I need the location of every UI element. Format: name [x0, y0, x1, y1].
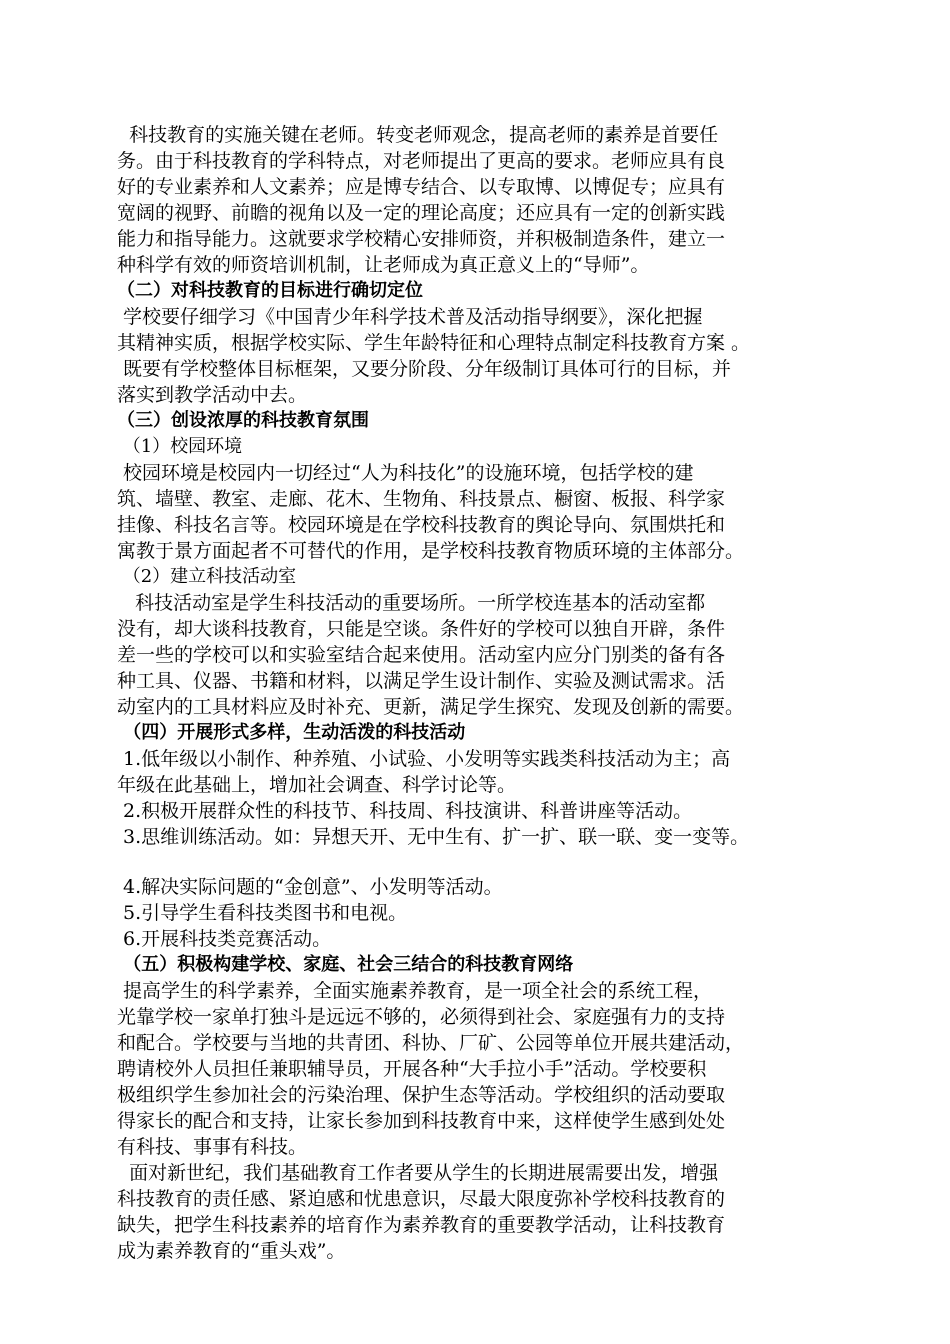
text-line: 筑、墙壁、教室、走廊、花木、生物角、科技景点、橱窗、板报、科学家: [117, 488, 726, 510]
text-line: 种科学有效的师资培训机制，让老师成为真正意义上的“导师”。: [117, 254, 650, 276]
text-line: 科技教育的责任感、紧迫感和忧患意识，尽最大限度弥补学校科技教育的: [117, 1188, 726, 1210]
list-item: 2.积极开展群众性的科技节、科技周、科技演讲、科普讲座等活动。: [117, 800, 693, 822]
text-line: 有科技、事事有科技。: [117, 1136, 308, 1158]
text-line: 得家长的配合和支持，让家长参加到科技教育中来，这样使学生感到处处: [117, 1110, 726, 1132]
text-line: 挂像、科技名言等。校园环境是在学校科技教育的舆论导向、氛围烘托和: [117, 514, 726, 536]
text-line: 差一些的学校可以和实验室结合起来使用。活动室内应分门别类的备有各: [117, 644, 726, 666]
section-3: [117, 408, 857, 720]
blank-line: [117, 850, 857, 874]
text-line: 面对新世纪，我们基础教育工作者要从学生的长期进展需要出发，增强: [117, 1162, 719, 1184]
text-line: 和配合。学校要与当地的共青团、科协、厂矿、公园等单位开展共建活动，: [117, 1032, 745, 1054]
text-line: 宽阔的视野、前瞻的视角以及一定的理论高度；还应具有一定的创新实践: [117, 202, 726, 224]
section-heading: （三）创设浓厚的科技教育氛围: [117, 410, 369, 431]
text-line: 动室内的工具材料应及时补充、更新，满足学生探究、发现及创新的需要。: [117, 696, 745, 718]
section-4: [117, 720, 857, 952]
text-line: 寓教于景方面起者不可替代的作用，是学校科技教育物质环境的主体部分。: [117, 540, 745, 562]
text-line: 校园环境是校园内一切经过“人为科技化”的设施环境，包括学校的建: [117, 462, 694, 484]
list-item: 6.开展科技类竞赛活动。: [117, 928, 332, 950]
text-line: 成为素养教育的“重头戏”。: [117, 1240, 346, 1262]
list-item: 1.低年级以小制作、种养殖、小试验、小发明等实践类科技活动为主；高: [117, 748, 731, 770]
text-line: 好的专业素养和人文素养；应是博专结合、以专取博、以博促专；应具有: [117, 176, 726, 198]
intro-paragraph: [117, 122, 857, 278]
text-line: 科技活动室是学生科技活动的重要场所。一所学校连基本的活动室都: [117, 592, 706, 614]
list-item: 5.引导学生看科技类图书和电视。: [117, 902, 408, 924]
text-line: 没有，却大谈科技教育，只能是空谈。条件好的学校可以独自开辟，条件: [117, 618, 726, 640]
text-line: 科技教育的实施关键在老师。转变老师观念，提高老师的素养是首要任: [117, 124, 719, 146]
text-line: 能力和指导能力。这就要求学校精心安排师资，并积极制造条件，建立一: [117, 228, 726, 250]
list-item: 4.解决实际问题的“金创意”、小发明等活动。: [117, 876, 503, 898]
text-line: 缺失，把学生科技素养的培育作为素养教育的重要教学活动，让科技教育: [117, 1214, 726, 1236]
text-line: 落实到教学活动中去。: [117, 384, 308, 406]
text-line: 光靠学校一家单打独斗是远远不够的，必须得到社会、家庭强有力的支持: [117, 1006, 726, 1028]
section-2: [117, 278, 857, 408]
text-line: 极组织学生参加社会的污染治理、保护生态等活动。学校组织的活动要取: [117, 1084, 726, 1106]
text-line: 种工具、仪器、书籍和材料，以满足学生设计制作、实验及测试需求。活: [117, 670, 726, 692]
section-heading: （五）积极构建学校、家庭、社会三结合的科技教育网络: [117, 954, 574, 975]
subsection-heading: （1）校园环境: [117, 436, 243, 457]
text-line: 年级在此基础上，增加社会调查、科学讨论等。: [117, 774, 517, 796]
text-line: 提高学生的科学素养，全面实施素养教育，是一项全社会的系统工程，: [117, 980, 713, 1002]
text-line: 既要有学校整体目标框架，又要分阶段、分年级制订具体可行的目标，并: [117, 358, 732, 380]
subsection-heading: （2）建立科技活动室: [117, 566, 297, 587]
text-line: 务。由于科技教育的学科特点，对老师提出了更高的要求。老师应具有良: [117, 150, 726, 172]
section-heading: （四）开展形式多样，生动活泼的科技活动: [117, 722, 466, 743]
text-line: 聘请校外人员担任兼职辅导员，开展各种“大手拉小手”活动。学校要积: [117, 1058, 707, 1080]
section-heading: （二）对科技教育的目标进行确切定位: [117, 280, 423, 301]
list-item: 3.思维训练活动。如：异想天开、无中生有、扩一扩、联一联、变一变等。: [117, 826, 750, 848]
document-page: [117, 122, 857, 1264]
section-5: [117, 952, 857, 1264]
text-line: 其精神实质，根据学校实际、学生年龄特征和心理特点制定科技教育方案 。: [117, 332, 751, 354]
text-line: 学校要仔细学习《中国青少年科学技术普及活动指导纲要》，深化把握: [117, 306, 703, 328]
